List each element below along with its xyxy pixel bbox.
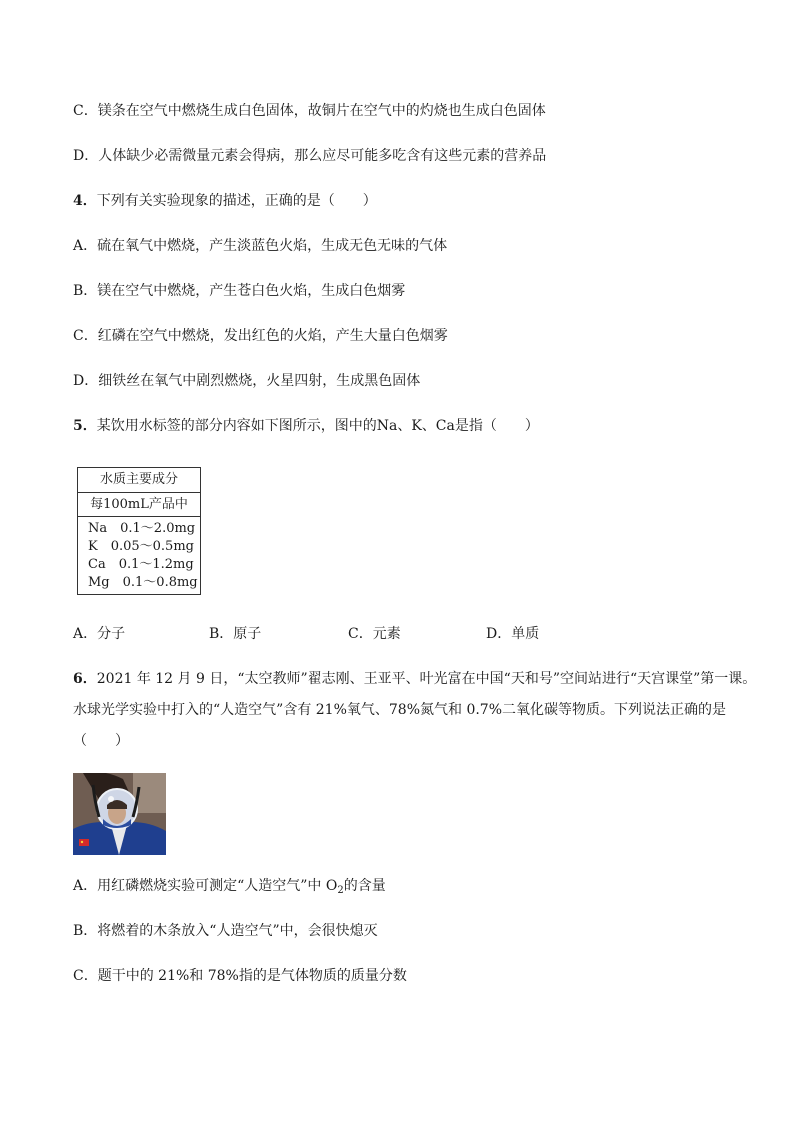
q6-option-c: C．题干中的 21%和 78%指的是气体物质的质量分数 <box>73 968 407 984</box>
label-subtitle: 每100mL产品中 <box>78 494 200 517</box>
q5-option-a: A．分子 <box>73 626 126 642</box>
question-5-number: 5． <box>73 418 97 434</box>
q3-option-d: D．人体缺少必需微量元素会得病，那么应尽可能多吃含有这些元素的营养品 <box>73 148 547 164</box>
q4-option-d: D．细铁丝在氧气中剧烈燃烧，火星四射，生成黑色固体 <box>73 373 421 389</box>
water-label-table <box>77 467 201 595</box>
question-5-stem: 某饮用水标签的部分内容如下图所示，图中的Na、K、Ca是指（ ） <box>96 418 539 434</box>
q5-option-b: B．原子 <box>209 626 262 642</box>
q6-option-a-text: A．用红磷燃烧实验可测定“人造空气”中 O <box>73 878 338 894</box>
q4-option-b: B．镁在空气中燃烧，产生苍白色火焰，生成白色烟雾 <box>73 283 406 299</box>
astronaut-water-ball-photo <box>73 773 166 855</box>
q4-option-a: A．硫在氧气中燃烧，产生淡蓝色火焰，生成无色无味的气体 <box>73 238 448 254</box>
question-6-stem-3: （ ） <box>73 733 129 749</box>
q6-option-a-subscript: 2 <box>337 885 344 896</box>
question-6-stem-2: 水球光学实验中打入的“人造空气”含有 21%氧气、78%氮气和 0.7%二氧化碳等物质。下列说法正确的是 <box>73 702 727 718</box>
question-4-number: 4． <box>73 193 97 209</box>
question-4-stem: 下列有关实验现象的描述，正确的是（ ） <box>96 193 377 209</box>
q6-option-a-suffix: 的含量 <box>343 878 386 894</box>
q4-option-c: C．红磷在空气中燃烧，发出红色的火焰，产生大量白色烟雾 <box>73 328 448 344</box>
question-4 <box>73 191 377 211</box>
q6-option-b: B．将燃着的木条放入“人造空气”中，会很快熄灭 <box>73 923 378 939</box>
q5-option-c: C．元素 <box>348 626 401 642</box>
q6-option-a <box>73 876 386 901</box>
question-6-line-1 <box>73 669 756 689</box>
question-5 <box>73 416 539 436</box>
label-row-k: K 0.05～0.5mg <box>88 539 194 554</box>
label-title: 水质主要成分 <box>78 468 200 493</box>
question-6-number: 6． <box>73 671 97 687</box>
q3-option-c: C．镁条在空气中燃烧生成白色固体，故铜片在空气中的灼烧也生成白色固体 <box>73 103 546 119</box>
label-row-mg: Mg 0.1～0.8mg <box>88 575 198 590</box>
label-row-na: Na 0.1～2.0mg <box>88 521 196 536</box>
q5-option-d: D．单质 <box>486 626 540 642</box>
question-6-stem-1: 2021 年 12 月 9 日，“太空教师”翟志刚、王亚平、叶光富在中国“天和号”空间站进行“天宫课堂”第一课。 <box>96 671 757 687</box>
label-row-ca: Ca 0.1～1.2mg <box>88 557 194 572</box>
